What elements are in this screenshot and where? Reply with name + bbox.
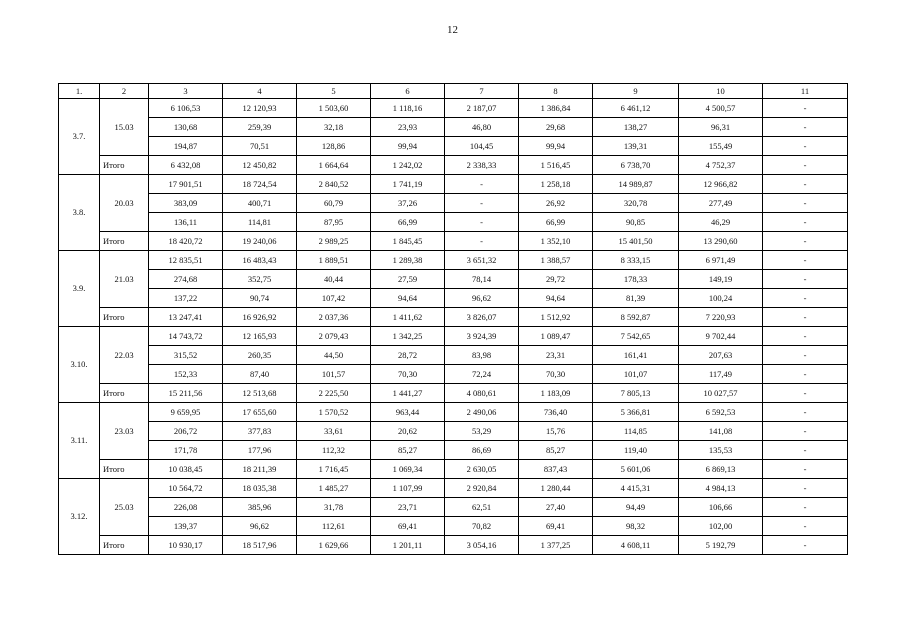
total-label: Итого [100,460,149,479]
section-id: 3.8. [59,175,100,251]
total-cell: 7 805,13 [593,384,679,403]
table-cell: 7 542,65 [593,327,679,346]
total-cell: - [763,384,848,403]
total-cell: 1 411,62 [371,308,445,327]
table-cell: 15,76 [519,422,593,441]
table-cell: 99,94 [371,137,445,156]
table-cell: 60,79 [297,194,371,213]
table-cell: 96,31 [679,118,763,137]
table-cell: 53,29 [445,422,519,441]
table-cell: 1 388,57 [519,251,593,270]
table-cell: 260,35 [223,346,297,365]
table-cell: 112,32 [297,441,371,460]
table-cell: 3 651,32 [445,251,519,270]
total-cell: 1 201,11 [371,536,445,555]
table-cell: 23,71 [371,498,445,517]
table-cell: 400,71 [223,194,297,213]
total-cell: 6 738,70 [593,156,679,175]
table-cell: 1 258,18 [519,175,593,194]
total-cell: 10 930,17 [149,536,223,555]
total-cell: - [763,460,848,479]
table-row [59,213,848,232]
section-date: 25.03 [100,479,149,536]
table-cell: 12 835,51 [149,251,223,270]
table-cell: 40,44 [297,270,371,289]
table-row [59,441,848,460]
section-date: 23.03 [100,403,149,460]
total-cell: 1 441,27 [371,384,445,403]
table-cell: 352,75 [223,270,297,289]
table-cell: 86,69 [445,441,519,460]
table-cell: 23,31 [519,346,593,365]
table-cell: 119,40 [593,441,679,460]
table-cell: 139,37 [149,517,223,536]
page-number: 12 [447,24,458,36]
total-cell: 15 211,56 [149,384,223,403]
header-cell: 10 [679,84,763,99]
table-cell: 18 724,54 [223,175,297,194]
total-cell: 13 290,60 [679,232,763,251]
table-cell: 4 500,57 [679,99,763,118]
table-cell: - [445,194,519,213]
data-table [58,83,848,555]
table-cell: 31,78 [297,498,371,517]
table-cell: 274,68 [149,270,223,289]
table-cell: 6 106,53 [149,99,223,118]
total-cell: 1 183,09 [519,384,593,403]
table-cell: 137,22 [149,289,223,308]
table-cell: 207,63 [679,346,763,365]
table-cell: 14 743,72 [149,327,223,346]
table-cell: 259,39 [223,118,297,137]
table-cell: 9 702,44 [679,327,763,346]
table-cell: 2 490,06 [445,403,519,422]
table-cell: 114,85 [593,422,679,441]
table-cell: - [763,270,848,289]
table-cell: 385,96 [223,498,297,517]
table-cell: - [763,498,848,517]
total-cell: 12 513,68 [223,384,297,403]
table-cell: 70,30 [519,365,593,384]
table-row [59,137,848,156]
table-cell: 85,27 [519,441,593,460]
table-cell: 72,24 [445,365,519,384]
total-label: Итого [100,308,149,327]
total-label: Итого [100,156,149,175]
table-cell: 6 592,53 [679,403,763,422]
table-cell: 101,07 [593,365,679,384]
total-cell: 1 516,45 [519,156,593,175]
total-cell: 18 517,96 [223,536,297,555]
table-cell: 155,49 [679,137,763,156]
table-cell: 1 118,16 [371,99,445,118]
table-row [59,251,848,270]
table-cell: 29,68 [519,118,593,137]
table-cell: - [763,403,848,422]
table-row [59,99,848,118]
table-cell: 1 386,84 [519,99,593,118]
table-cell: 70,30 [371,365,445,384]
total-cell: 4 752,37 [679,156,763,175]
header-cell: 7 [445,84,519,99]
total-cell: 6 869,13 [679,460,763,479]
table-cell: 94,64 [519,289,593,308]
total-cell: 16 926,92 [223,308,297,327]
total-cell: - [445,232,519,251]
table-cell: 117,49 [679,365,763,384]
total-label: Итого [100,536,149,555]
table-row [59,194,848,213]
table-cell: - [763,175,848,194]
table-cell: 17 901,51 [149,175,223,194]
table-cell: 149,19 [679,270,763,289]
total-cell: 10 038,45 [149,460,223,479]
total-cell: 5 192,79 [679,536,763,555]
section-date: 22.03 [100,327,149,384]
section-id: 3.12. [59,479,100,555]
total-cell: 5 601,06 [593,460,679,479]
section-id: 3.11. [59,403,100,479]
section-date: 20.03 [100,175,149,232]
total-cell: 18 211,39 [223,460,297,479]
total-cell: 12 450,82 [223,156,297,175]
total-cell: 1 845,45 [371,232,445,251]
table-cell: 1 089,47 [519,327,593,346]
table-cell: 4 984,13 [679,479,763,498]
table-cell: 12 966,82 [679,175,763,194]
total-row [59,460,848,479]
table-cell: 1 289,38 [371,251,445,270]
table-cell: 44,50 [297,346,371,365]
table-cell: 12 165,93 [223,327,297,346]
table-cell: 27,40 [519,498,593,517]
table-cell: 85,27 [371,441,445,460]
table-cell: 8 333,15 [593,251,679,270]
total-cell: 19 240,06 [223,232,297,251]
table-cell: 94,49 [593,498,679,517]
header-cell: 1. [59,84,100,99]
table-row [59,365,848,384]
table-cell: 4 415,31 [593,479,679,498]
header-cell: 4 [223,84,297,99]
table-cell: 99,94 [519,137,593,156]
table-cell: 27,59 [371,270,445,289]
table-cell: 194,87 [149,137,223,156]
table-cell: 14 989,87 [593,175,679,194]
table-cell: 226,08 [149,498,223,517]
header-cell: 9 [593,84,679,99]
table-row [59,346,848,365]
table-cell: 2 079,43 [297,327,371,346]
table-cell: 17 655,60 [223,403,297,422]
table-cell: 136,11 [149,213,223,232]
table-cell: 98,32 [593,517,679,536]
table-cell: - [445,213,519,232]
table-cell: - [763,422,848,441]
table-cell: 90,85 [593,213,679,232]
total-cell: 18 420,72 [149,232,223,251]
table-cell: 69,41 [519,517,593,536]
total-label: Итого [100,384,149,403]
table-cell: 18 035,38 [223,479,297,498]
table-cell: 130,68 [149,118,223,137]
table-row [59,118,848,137]
table-cell: 161,41 [593,346,679,365]
table-cell: 1 889,51 [297,251,371,270]
table-cell: 33,61 [297,422,371,441]
table-cell: 171,78 [149,441,223,460]
section-id: 3.10. [59,327,100,403]
table-cell: - [763,251,848,270]
total-label: Итого [100,232,149,251]
total-row [59,308,848,327]
total-cell: 3 054,16 [445,536,519,555]
table-cell: 1 280,44 [519,479,593,498]
table-row [59,175,848,194]
table-cell: - [763,479,848,498]
table-cell: 16 483,43 [223,251,297,270]
table-cell: 383,09 [149,194,223,213]
table-cell: 139,31 [593,137,679,156]
table-cell: 9 659,95 [149,403,223,422]
table-cell: 26,92 [519,194,593,213]
header-cell: 8 [519,84,593,99]
table-cell: 101,57 [297,365,371,384]
table-cell: - [763,289,848,308]
table-cell: 3 924,39 [445,327,519,346]
total-cell: 1 512,92 [519,308,593,327]
table-cell: 963,44 [371,403,445,422]
table-row [59,403,848,422]
table-row [59,270,848,289]
header-cell: 5 [297,84,371,99]
total-row [59,156,848,175]
table-cell: 28,72 [371,346,445,365]
table-cell: 104,45 [445,137,519,156]
total-cell: - [763,536,848,555]
total-cell: 1 352,10 [519,232,593,251]
table-cell: 10 564,72 [149,479,223,498]
table-cell: 12 120,93 [223,99,297,118]
total-row [59,536,848,555]
header-cell: 6 [371,84,445,99]
table-cell: 96,62 [223,517,297,536]
table-cell: 377,83 [223,422,297,441]
total-cell: 1 716,45 [297,460,371,479]
table-cell: 90,74 [223,289,297,308]
table-cell: 23,93 [371,118,445,137]
table-cell: 1 342,25 [371,327,445,346]
total-cell: 1 377,25 [519,536,593,555]
total-cell: 3 826,07 [445,308,519,327]
total-cell: 2 989,25 [297,232,371,251]
table-cell: 2 840,52 [297,175,371,194]
total-cell: 1 242,02 [371,156,445,175]
table-cell: 106,66 [679,498,763,517]
table-row [59,327,848,346]
table-cell: - [763,137,848,156]
table-cell: 102,00 [679,517,763,536]
table-cell: 29,72 [519,270,593,289]
table-cell: 320,78 [593,194,679,213]
section-id: 3.7. [59,99,100,175]
table-cell: 87,40 [223,365,297,384]
table-cell: 6 461,12 [593,99,679,118]
table-cell: 1 570,52 [297,403,371,422]
table-cell: 2 187,07 [445,99,519,118]
table-cell: - [763,213,848,232]
total-cell: - [763,156,848,175]
table-cell: - [763,99,848,118]
total-cell: - [763,308,848,327]
table-row [59,289,848,308]
table-cell: 78,14 [445,270,519,289]
table-cell: 69,41 [371,517,445,536]
header-row [59,84,848,99]
table-cell: 315,52 [149,346,223,365]
table-cell: 177,96 [223,441,297,460]
table-cell: 81,39 [593,289,679,308]
table-cell: 128,86 [297,137,371,156]
table-body [59,84,848,555]
table-cell: 87,95 [297,213,371,232]
table-cell: 83,98 [445,346,519,365]
table-cell: 1 503,60 [297,99,371,118]
table-cell: 62,51 [445,498,519,517]
table-cell: 94,64 [371,289,445,308]
table-cell: 178,33 [593,270,679,289]
table-row [59,479,848,498]
table-cell: 2 920,84 [445,479,519,498]
table-cell: - [763,441,848,460]
total-cell: 837,43 [519,460,593,479]
table-cell: 5 366,81 [593,403,679,422]
table-cell: 141,08 [679,422,763,441]
table-cell: 46,80 [445,118,519,137]
total-cell: 2 338,33 [445,156,519,175]
total-cell: 8 592,87 [593,308,679,327]
table-cell: 1 741,19 [371,175,445,194]
table-cell: 1 107,99 [371,479,445,498]
table-cell: 107,42 [297,289,371,308]
table-cell: - [763,118,848,137]
section-date: 15.03 [100,99,149,156]
total-cell: - [763,232,848,251]
table-cell: 1 485,27 [297,479,371,498]
total-cell: 1 629,66 [297,536,371,555]
header-cell: 2 [100,84,149,99]
table-cell: 100,24 [679,289,763,308]
total-cell: 15 401,50 [593,232,679,251]
table-cell: 112,61 [297,517,371,536]
table-cell: 46,29 [679,213,763,232]
table-cell: - [763,194,848,213]
table-cell: 736,40 [519,403,593,422]
table-cell: 32,18 [297,118,371,137]
table-cell: - [763,346,848,365]
table-cell: 277,49 [679,194,763,213]
total-cell: 2 630,05 [445,460,519,479]
total-cell: 6 432,08 [149,156,223,175]
table-cell: 66,99 [371,213,445,232]
header-cell: 3 [149,84,223,99]
total-cell: 7 220,93 [679,308,763,327]
table-cell: - [763,365,848,384]
table-row [59,517,848,536]
table-cell: 96,62 [445,289,519,308]
total-cell: 1 664,64 [297,156,371,175]
total-cell: 4 608,11 [593,536,679,555]
table-cell: - [445,175,519,194]
table-cell: 152,33 [149,365,223,384]
total-cell: 2 225,50 [297,384,371,403]
table-cell: 206,72 [149,422,223,441]
table-cell: 20,62 [371,422,445,441]
table-row [59,422,848,441]
table-cell: 6 971,49 [679,251,763,270]
section-id: 3.9. [59,251,100,327]
table-cell: 37,26 [371,194,445,213]
total-cell: 10 027,57 [679,384,763,403]
table-cell: 114,81 [223,213,297,232]
table-cell: 70,82 [445,517,519,536]
table-cell: 138,27 [593,118,679,137]
header-cell: 11 [763,84,848,99]
total-cell: 13 247,41 [149,308,223,327]
total-cell: 4 080,61 [445,384,519,403]
total-row [59,232,848,251]
table-cell: 135,53 [679,441,763,460]
total-cell: 1 069,34 [371,460,445,479]
total-cell: 2 037,36 [297,308,371,327]
section-date: 21.03 [100,251,149,308]
table-cell: - [763,327,848,346]
table-cell: 70,51 [223,137,297,156]
table-row [59,498,848,517]
total-row [59,384,848,403]
table-cell: - [763,517,848,536]
table-cell: 66,99 [519,213,593,232]
